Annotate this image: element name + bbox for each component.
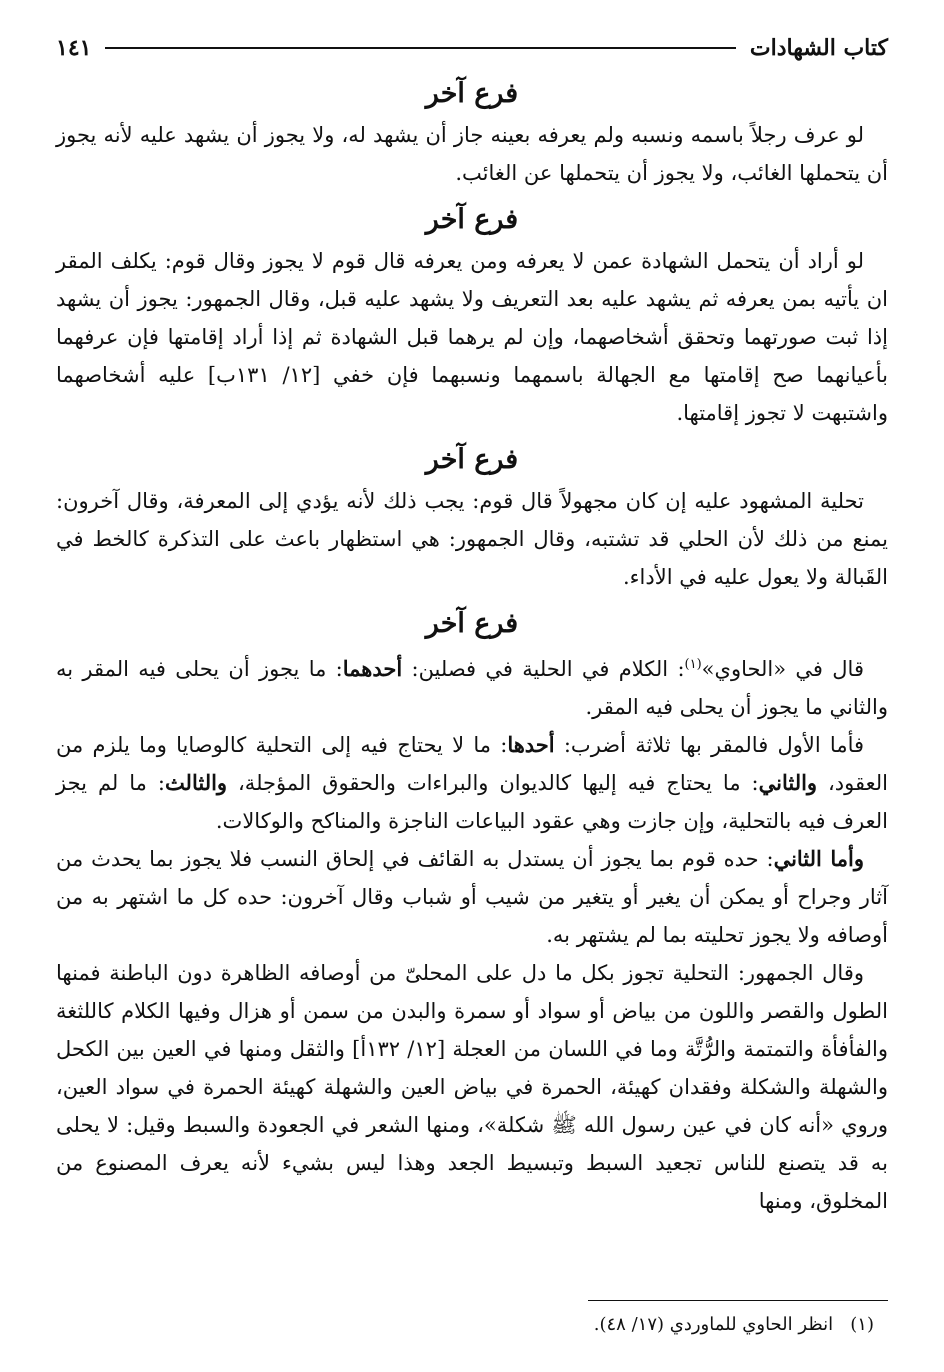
text-run: : ما يحتاج فيه إليها كالديوان والبراءات والحقوق المؤجلة،	[227, 771, 759, 795]
text-run: : ما لم يجز العرف فيه بالتحلية، وإن جازت وهي عقود البياعات الناجزة والمناكح والوكالات.	[56, 771, 888, 833]
header-title: كتاب الشهادات	[749, 35, 888, 61]
section-title: فرع آخر	[425, 204, 519, 235]
section-3	[56, 442, 888, 596]
text-run: : ما لا يحتاج فيه إلى التحلية كالوصايا وما يلزم من العقود،	[56, 733, 888, 795]
page-number: ١٤١	[56, 35, 92, 61]
section-paragraph: تحلية المشهود عليه إن كان مجهولاً قال قوم: يجب ذلك لأنه يؤدي إلى المعرفة، وقال آخرون: يمنع من ذلك لأن الحلي قد تشتبه، وقال الجمهور: هي استظهار باعث على التذكرة كالخط في القَبالة ولا يعول عليه في الأداء.	[56, 489, 888, 589]
section-paragraph: لو أراد أن يتحمل الشهادة عمن لا يعرفه ومن يعرفه قال قوم لا يجوز وقال قوم: يكلف المقر ان يأتيه بمن يعرفه ثم يشهد عليه بعد التعريف ولا يشهد عليه قبل، وقال الجمهور: يجوز أن يشهد إذا ثبت صورتهما وتحقق أشخاصهما، وإن لم يرهما قبل الشهادة ثم إذا أراد إقامتها فإن عرفهما بأعيانهما صح إقامتها مع الجهالة باسمهما ونسبهما فإن خفي [١٢/ ١٣١ب] عليه أشخاصهما واشتبهت لا تجوز إقامتها.	[56, 249, 888, 425]
section-4	[56, 606, 888, 1220]
section-title: فرع آخر	[425, 78, 519, 109]
text-run: : حده قوم بما يجوز أن يستدل به القائف في إلحاق النسب فلا يجوز بما يحدث من آثار وجراح أو يمكن أن يغير أو يتغير من شيب أو شباب وقال آخرون: حده كل ما اشتهر به من أوصافه ولا يجوز تحليته بما لم يشتهر به.	[56, 847, 888, 947]
keyword: وأما الثاني	[773, 846, 864, 871]
text-run: : الكلام في الحلية في فصلين:	[402, 657, 685, 681]
section-title: فرع آخر	[425, 608, 519, 639]
header-rule	[105, 47, 735, 49]
text-run: : ما يجوز أن يحلى فيه المقر به والثاني ما يجوز أن يحلى فيه المقر.	[56, 657, 888, 719]
footnote-number: (١)	[850, 1314, 874, 1335]
footnote-ref: (١)	[684, 657, 702, 672]
paragraph-first-kind	[56, 726, 888, 840]
running-header	[56, 30, 888, 66]
keyword: أحدها	[507, 732, 555, 757]
section-1	[56, 76, 888, 192]
paragraph-second-kind	[56, 840, 888, 954]
paragraph-hawi-quote	[56, 646, 888, 726]
paragraph-majority-view: وقال الجمهور: التحلية تجوز بكل ما دل على المحلىّ من أوصافه الظاهرة دون الباطنة فمنها الطول والقصر واللون من بياض أو سواد أو سمرة والبدن من سمن أو هزال وفيها الكلام كاللثغة والفأفأة والتمتمة والرُّتَّة وما في اللسان من العجلة [١٢/ ١٣٢أ] والثقل ومنها في العين بين الكحل والشهلة والشكلة وفقدان كهيئة، الحمرة في بياض العين والشهلة كهيئة الحمرة في سواد العين، وروي «أنه كان في عين رسول الله ﷺ شكلة»، ومنها الشعر في الجعودة والسبط وقيل: لا يحلى به قد يتصنع للناس تجعيد السبط وتبسيط الجعد وهذا ليس بشيء لأنه يعرف المصنوع من المخلوق، ومنها	[56, 961, 888, 1213]
section-title: فرع آخر	[425, 444, 519, 475]
text-run: فأما الأول فالمقر بها ثلاثة أضرب:	[554, 733, 865, 757]
footnote-text: انظر الحاوي للماوردي (١٧/ ٤٨).	[593, 1314, 834, 1335]
footnote-separator	[588, 1300, 888, 1301]
keyword: أحدهما	[342, 656, 403, 681]
keyword: والثالث	[164, 770, 228, 795]
text-run: قال في «الحاوي»	[701, 657, 864, 681]
footnote	[56, 1312, 874, 1338]
keyword: والثاني	[758, 770, 818, 795]
section-2	[56, 202, 888, 432]
section-paragraph: لو عرف رجلاً باسمه ونسبه ولم يعرفه بعينه جاز أن يشهد له، ولا يجوز أن يشهد عليه لأنه يجوز أن يتحملها الغائب، ولا يجوز أن يتحملها عن الغائب.	[56, 123, 888, 185]
